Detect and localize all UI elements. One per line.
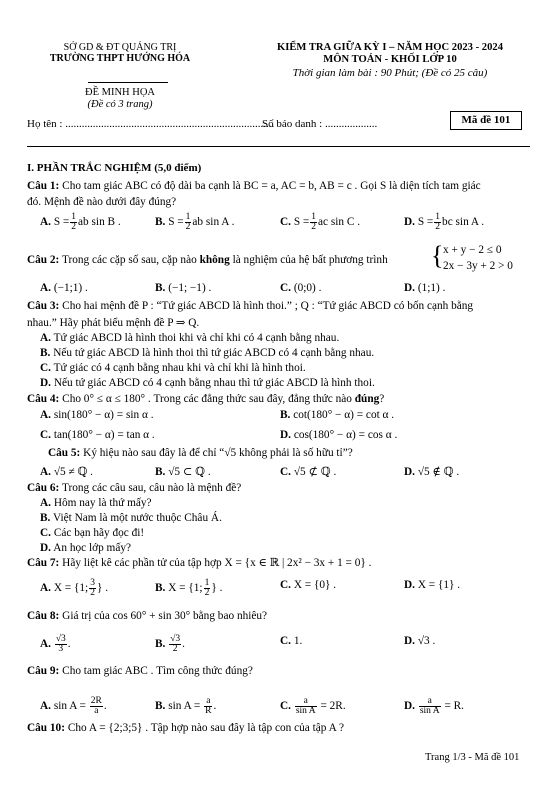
page-count: (Đề có 3 trang) — [87, 99, 153, 110]
school-name: TRƯỜNG THPT HƯỚNG HÓA — [49, 53, 191, 64]
q2-option-d: D. (1;1) . — [404, 282, 446, 294]
q3-option-c: C. Tứ giác có 4 cạnh bằng nhau khi và chỉ khi là hình thoi. — [40, 362, 306, 374]
question-1-line2: đó. Mệnh đề nào dưới đây đúng? — [27, 196, 177, 208]
q5-option-d: D. √5 ∉ ℚ . — [404, 466, 460, 478]
q9-option-c: C. $\frac{a}{\text{sin A}}$ = 2R. — [280, 696, 346, 716]
q1-option-c: C. S = $\frac{1}{2}$ ac sin C . — [280, 212, 361, 232]
question-9: Câu 9: Cho tam giác ABC . Tìm công thức đúng? — [27, 665, 253, 677]
student-number-field: Số báo danh : ................... — [262, 118, 378, 130]
question-2: Câu 2: Trong các cặp số sau, cặp nào không là nghiệm của hệ bất phương trình — [27, 254, 388, 266]
q9-option-b: B. sin A = $\frac{a}{R}$ . — [155, 696, 217, 716]
exam-code-box: Mã đề 101 — [450, 111, 522, 130]
question-8: Câu 8: Giá trị của cos 60° + sin 30° bằng bao nhiêu? — [27, 610, 268, 622]
q9-option-a: A. sin A = $\frac{2R}{a}$ . — [40, 696, 107, 716]
name-field: Họ tên : ............................................................................ — [27, 118, 275, 130]
q1-option-d: D. S = $\frac{1}{2}$ bc sin A . — [404, 212, 485, 232]
divider — [88, 82, 168, 83]
q4-option-a: A. sin(180° − α) = sin α . — [40, 409, 154, 421]
exam-title: KIỂM TRA GIỮA KỲ I – NĂM HỌC 2023 - 2024 — [276, 42, 503, 53]
q1-option-b: B. S = $\frac{1}{2}$ ab sin A . — [155, 212, 235, 232]
q6-option-c: C. Các bạn hãy đọc đi! — [40, 527, 145, 539]
section-title: I. PHẦN TRẮC NGHIỆM (5,0 điểm) — [27, 162, 202, 174]
question-5: Câu 5: Ký hiệu nào sau đây là để chỉ “√5 không phải là số hữu tỉ”? — [48, 447, 353, 459]
q2-option-b: B. (−1; −1) . — [155, 282, 212, 294]
question-4: Câu 4: Cho 0° ≤ α ≤ 180° . Trong các đẳng thức sau đây, đẳng thức nào đúng? — [27, 393, 385, 405]
header-rule — [27, 146, 530, 147]
time-info: Thời gian làm bài : 90 Phút; (Đề có 25 câu) — [292, 67, 488, 79]
q8-option-d: D. √3 . — [404, 635, 436, 647]
q7-option-a: A. X = {1; $\frac{3}{2}$ } . — [40, 578, 109, 598]
q5-option-c: C. √5 ⊄ ℚ . — [280, 466, 337, 478]
q8-option-b: B. $\frac{√3}{2}$ . — [155, 634, 185, 654]
q8-option-a: A. $\frac{√3}{3}$ . — [40, 634, 71, 654]
q8-option-c: C. 1. — [280, 635, 303, 647]
question-1: Câu 1: Cho tam giác ABC có độ dài ba cạnh là BC = a, AC = b, AB = c . Gọi S là diện tích tam giác — [27, 180, 481, 192]
q5-option-a: A. √5 ≠ ℚ . — [40, 466, 93, 478]
q7-option-b: B. X = {1; $\frac{1}{2}$ } . — [155, 578, 223, 598]
question-3: Câu 3: Cho hai mệnh đề P : “Tứ giác ABCD là hình thoi.” ; Q : “Tứ giác ABCD có bốn cạnh bằng — [27, 300, 474, 312]
q3-option-a: A. Tứ giác ABCD là hình thoi khi và chỉ khi có 4 cạnh bằng nhau. — [40, 332, 340, 344]
q3-option-d: D. Nếu tứ giác ABCD có 4 cạnh bằng nhau thì tứ giác ABCD là hình thoi. — [40, 377, 375, 389]
q2-option-c: C. (0;0) . — [280, 282, 322, 294]
exam-kind: ĐỀ MINH HỌA — [85, 87, 155, 98]
department-name: SỞ GD & ĐT QUẢNG TRỊ — [63, 42, 177, 53]
page-footer: Trang 1/3 - Mã đề 101 — [425, 752, 520, 763]
q5-option-b: B. √5 ⊂ ℚ . — [155, 466, 211, 478]
q4-option-b: B. cot(180° − α) = cot α . — [280, 409, 395, 421]
q2-option-a: A. (−1;1) . — [40, 282, 88, 294]
subject-title: MÔN TOÁN - KHỐI LỚP 10 — [323, 54, 457, 65]
q6-option-d: D. An học lớp mấy? — [40, 542, 132, 554]
question-6: Câu 6: Trong các câu sau, câu nào là mệnh đề? — [27, 482, 242, 494]
question-10: Câu 10: Cho A = {2;3;5} . Tập hợp nào sau đây là tập con của tập A ? — [27, 722, 344, 734]
question-7: Câu 7: Hãy liệt kê các phần tử của tập hợp X = {x ∈ ℝ | 2x² − 3x + 1 = 0} . — [27, 557, 372, 569]
q6-option-a: A. Hôm nay là thứ mấy? — [40, 497, 152, 509]
q4-option-c: C. tan(180° − α) = tan α . — [40, 429, 155, 441]
q6-option-b: B. Việt Nam là một nước thuộc Châu Á. — [40, 512, 222, 524]
q7-option-c: C. X = {0} . — [280, 579, 337, 591]
question-3-line2: nhau.” Hãy phát biểu mệnh đề P ⇒ Q. — [27, 317, 200, 329]
q7-option-d: D. X = {1} . — [404, 579, 461, 591]
q4-option-d: D. cos(180° − α) = cos α . — [280, 429, 398, 441]
q3-option-b: B. Nếu tứ giác ABCD là hình thoi thì tứ giác ABCD có 4 cạnh bằng nhau. — [40, 347, 375, 359]
q1-option-a: A. S = $\frac{1}{2}$ ab sin B . — [40, 212, 121, 232]
q9-option-d: D. $\frac{a}{\text{sin A}}$ = R. — [404, 696, 465, 716]
